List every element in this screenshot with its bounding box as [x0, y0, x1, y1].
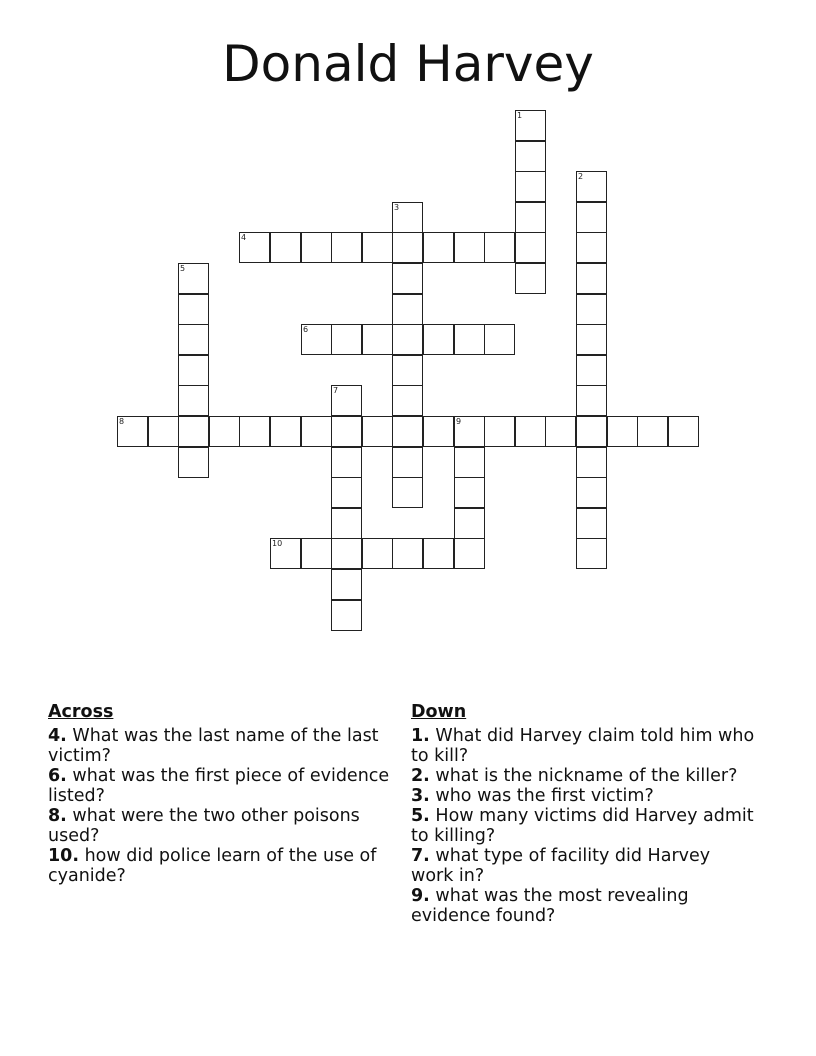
crossword-cell[interactable]	[637, 416, 668, 447]
crossword-cell[interactable]	[668, 416, 699, 447]
crossword-cell[interactable]	[515, 263, 546, 294]
across-clue-10	[48, 846, 393, 886]
crossword-cell[interactable]	[392, 232, 423, 263]
crossword-cell[interactable]	[392, 538, 423, 569]
clue-text: What did Harvey claim told him who to kill?	[411, 726, 755, 766]
crossword-cell[interactable]	[117, 416, 148, 447]
clue-text: what was the most revealing evidence found?	[411, 886, 689, 926]
crossword-cell[interactable]	[331, 385, 362, 416]
crossword-cell[interactable]	[576, 355, 607, 386]
crossword-cell[interactable]	[515, 110, 546, 141]
crossword-cell[interactable]	[148, 416, 179, 447]
across-clue-8	[48, 806, 393, 846]
crossword-cell[interactable]	[331, 600, 362, 631]
cell-number: 9	[456, 417, 462, 426]
crossword-cell[interactable]	[423, 416, 454, 447]
crossword-cell[interactable]	[576, 263, 607, 294]
crossword-cell[interactable]	[576, 508, 607, 539]
crossword-cell[interactable]	[484, 324, 515, 355]
crossword-cell[interactable]	[515, 141, 546, 172]
clue-text: How many victims did Harvey admit to killing?	[411, 806, 754, 846]
down-clue-7	[411, 846, 756, 886]
crossword-cell[interactable]	[270, 538, 301, 569]
across-clue-6	[48, 766, 393, 806]
crossword-cell[interactable]	[576, 324, 607, 355]
crossword-cell[interactable]	[178, 355, 209, 386]
clue-text: what is the nickname of the killer?	[435, 766, 738, 786]
crossword-cell[interactable]	[270, 416, 301, 447]
crossword-cell[interactable]	[392, 416, 423, 447]
crossword-cell[interactable]	[331, 508, 362, 539]
crossword-cell[interactable]	[178, 294, 209, 325]
clue-number: 7.	[411, 846, 430, 866]
cell-number: 5	[180, 264, 186, 273]
clue-number: 8.	[48, 806, 67, 826]
crossword-cell[interactable]	[454, 538, 485, 569]
crossword-cell[interactable]	[392, 447, 423, 478]
clue-number: 10.	[48, 846, 80, 866]
crossword-cell[interactable]	[576, 232, 607, 263]
crossword-cell[interactable]	[331, 447, 362, 478]
crossword-cell[interactable]	[178, 263, 209, 294]
crossword-cell[interactable]	[423, 538, 454, 569]
crossword-cell[interactable]	[331, 538, 362, 569]
crossword-cell[interactable]	[576, 385, 607, 416]
crossword-cell[interactable]	[392, 355, 423, 386]
crossword-cell[interactable]	[392, 202, 423, 233]
cell-number: 2	[578, 172, 584, 181]
clue-text: what was the first piece of evidence listed?	[48, 766, 390, 806]
crossword-cell[interactable]	[301, 416, 332, 447]
down-clues	[411, 702, 756, 926]
crossword-cell[interactable]	[454, 447, 485, 478]
crossword-cell[interactable]	[423, 232, 454, 263]
crossword-cell[interactable]	[301, 232, 332, 263]
down-heading: Down	[411, 702, 467, 722]
crossword-cell[interactable]	[576, 294, 607, 325]
crossword-cell[interactable]	[454, 416, 485, 447]
page-title: Donald Harvey	[222, 35, 594, 93]
clue-number: 2.	[411, 766, 430, 786]
clue-text: what were the two other poisons used?	[48, 806, 360, 846]
clue-text: who was the first victim?	[435, 786, 654, 806]
crossword-cell[interactable]	[392, 477, 423, 508]
crossword-cell[interactable]	[576, 477, 607, 508]
crossword-cell[interactable]	[515, 232, 546, 263]
crossword-cell[interactable]	[576, 416, 607, 447]
crossword-cell[interactable]	[239, 416, 270, 447]
crossword-cell[interactable]	[331, 569, 362, 600]
clue-text: what type of facility did Harvey work in?	[411, 846, 711, 886]
crossword-cell[interactable]	[362, 324, 393, 355]
crossword-cell[interactable]	[484, 416, 515, 447]
down-clue-3	[411, 786, 756, 806]
crossword-cell[interactable]	[178, 416, 209, 447]
crossword-cell[interactable]	[362, 416, 393, 447]
crossword-cell[interactable]	[392, 385, 423, 416]
crossword-cell[interactable]	[545, 416, 576, 447]
clue-text: how did police learn of the use of cyanide?	[48, 846, 377, 886]
crossword-cell[interactable]	[178, 385, 209, 416]
crossword-cell[interactable]	[392, 263, 423, 294]
clue-number: 1.	[411, 726, 430, 746]
clue-number: 4.	[48, 726, 67, 746]
crossword-cell[interactable]	[331, 232, 362, 263]
crossword-cell[interactable]	[454, 324, 485, 355]
clue-number: 6.	[48, 766, 67, 786]
clue-text: What was the last name of the last victim?	[48, 726, 379, 766]
down-clue-1	[411, 726, 756, 766]
crossword-cell[interactable]	[331, 324, 362, 355]
cell-number: 4	[241, 233, 247, 242]
crossword-cell[interactable]	[301, 538, 332, 569]
crossword-cell[interactable]	[270, 232, 301, 263]
clue-number: 3.	[411, 786, 430, 806]
crossword-cell[interactable]	[239, 232, 270, 263]
across-heading: Across	[48, 702, 114, 722]
crossword-cell[interactable]	[515, 171, 546, 202]
cell-number: 10	[272, 539, 283, 548]
crossword-cell[interactable]	[392, 324, 423, 355]
crossword-cell[interactable]	[515, 416, 546, 447]
crossword-cell[interactable]	[178, 447, 209, 478]
crossword-cell[interactable]	[515, 202, 546, 233]
clue-number: 5.	[411, 806, 430, 826]
crossword-cell[interactable]	[423, 324, 454, 355]
crossword-cell[interactable]	[362, 232, 393, 263]
down-clue-5	[411, 806, 756, 846]
across-clues	[48, 702, 393, 886]
crossword-cell[interactable]	[576, 202, 607, 233]
crossword-cell[interactable]	[576, 447, 607, 478]
cell-number: 1	[517, 111, 523, 120]
cell-number: 7	[333, 386, 339, 395]
down-clue-9	[411, 886, 756, 926]
crossword-cell[interactable]	[331, 416, 362, 447]
crossword-cell[interactable]	[362, 538, 393, 569]
crossword-cell[interactable]	[454, 232, 485, 263]
cell-number: 3	[394, 203, 400, 212]
crossword-cell[interactable]	[484, 232, 515, 263]
crossword-cell[interactable]	[178, 324, 209, 355]
crossword-cell[interactable]	[331, 477, 362, 508]
crossword-cell[interactable]	[454, 508, 485, 539]
crossword-cell[interactable]	[576, 538, 607, 569]
across-clue-4	[48, 726, 393, 766]
crossword-cell[interactable]	[301, 324, 332, 355]
crossword-cell[interactable]	[454, 477, 485, 508]
down-clue-2	[411, 766, 756, 786]
crossword-cell[interactable]	[392, 294, 423, 325]
crossword-cell[interactable]	[576, 171, 607, 202]
clue-number: 9.	[411, 886, 430, 906]
cell-number: 6	[303, 325, 309, 334]
crossword-cell[interactable]	[209, 416, 240, 447]
cell-number: 8	[119, 417, 125, 426]
crossword-cell[interactable]	[607, 416, 638, 447]
